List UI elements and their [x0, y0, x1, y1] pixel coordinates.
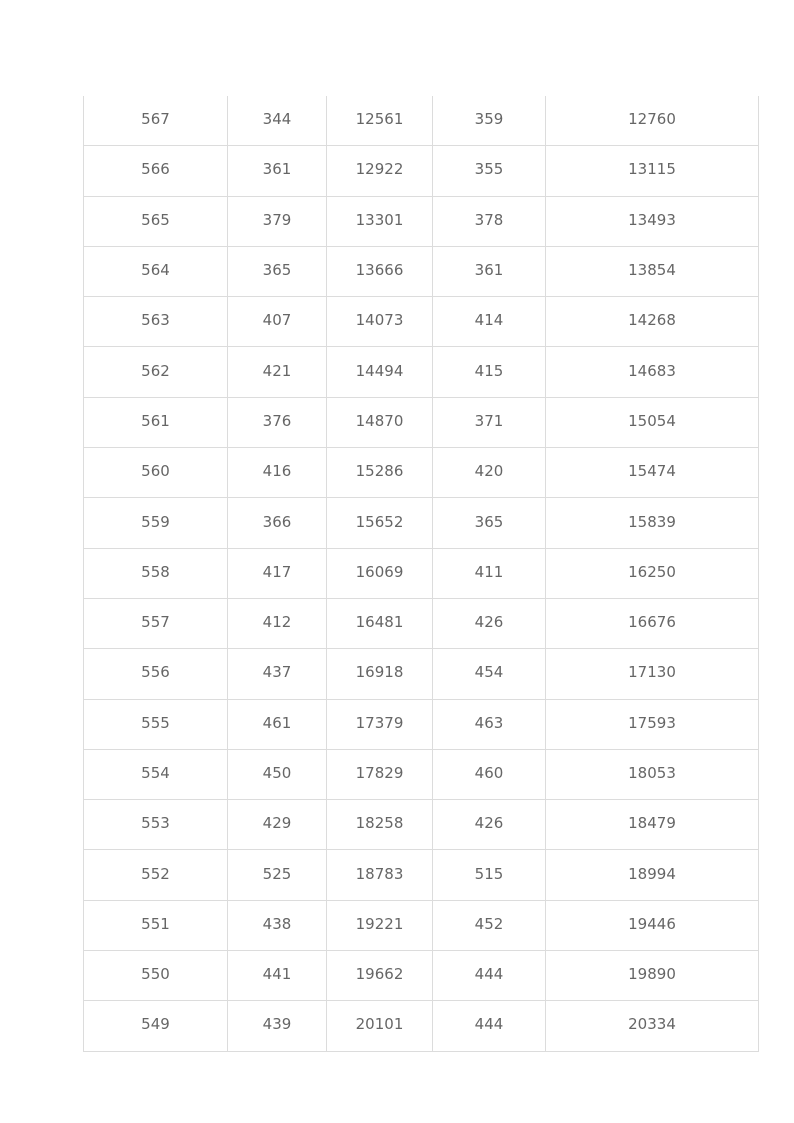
- table-row: [84, 900, 759, 950]
- table-cell: 366: [228, 498, 327, 548]
- table-cell: 14870: [327, 397, 433, 447]
- table-row: [84, 649, 759, 699]
- table-cell: 565: [84, 196, 228, 246]
- table-cell: 14683: [546, 347, 759, 397]
- table-cell: 13115: [546, 146, 759, 196]
- table-cell: 365: [433, 498, 546, 548]
- table-cell: 561: [84, 397, 228, 447]
- table-cell: 557: [84, 598, 228, 648]
- table-cell: 19446: [546, 900, 759, 950]
- table-row: [84, 297, 759, 347]
- table-row: [84, 146, 759, 196]
- table-cell: 452: [433, 900, 546, 950]
- table-cell: 12760: [546, 96, 759, 146]
- table-cell: 461: [228, 699, 327, 749]
- table-cell: 17593: [546, 699, 759, 749]
- table-cell: 14268: [546, 297, 759, 347]
- table-cell: 17829: [327, 749, 433, 799]
- table-cell: 15839: [546, 498, 759, 548]
- table-cell: 19890: [546, 951, 759, 1001]
- table-cell: 17379: [327, 699, 433, 749]
- table-row: [84, 699, 759, 749]
- table-cell: 16676: [546, 598, 759, 648]
- table-cell: 553: [84, 800, 228, 850]
- table-cell: 417: [228, 548, 327, 598]
- table-cell: 441: [228, 951, 327, 1001]
- table-cell: 14073: [327, 297, 433, 347]
- table-cell: 18783: [327, 850, 433, 900]
- table-cell: 567: [84, 96, 228, 146]
- table-cell: 361: [228, 146, 327, 196]
- table-cell: 14494: [327, 347, 433, 397]
- table-cell: 19662: [327, 951, 433, 1001]
- table-row: [84, 347, 759, 397]
- table-cell: 15054: [546, 397, 759, 447]
- table-row: [84, 448, 759, 498]
- table-cell: 556: [84, 649, 228, 699]
- table-cell: 416: [228, 448, 327, 498]
- table-cell: 414: [433, 297, 546, 347]
- table-body: [84, 96, 759, 1051]
- table-cell: 426: [433, 598, 546, 648]
- score-table: [83, 96, 759, 1052]
- table-cell: 562: [84, 347, 228, 397]
- table-cell: 13301: [327, 196, 433, 246]
- table-cell: 560: [84, 448, 228, 498]
- table-cell: 16918: [327, 649, 433, 699]
- table-cell: 437: [228, 649, 327, 699]
- table-cell: 355: [433, 146, 546, 196]
- table-cell: 412: [228, 598, 327, 648]
- table-cell: 17130: [546, 649, 759, 699]
- table-cell: 564: [84, 246, 228, 296]
- table-row: [84, 196, 759, 246]
- table-cell: 18258: [327, 800, 433, 850]
- table-cell: 19221: [327, 900, 433, 950]
- table-cell: 420: [433, 448, 546, 498]
- table-row: [84, 498, 759, 548]
- table-cell: 20101: [327, 1001, 433, 1051]
- table-cell: 438: [228, 900, 327, 950]
- table-cell: 13666: [327, 246, 433, 296]
- table-cell: 421: [228, 347, 327, 397]
- table-cell: 411: [433, 548, 546, 598]
- table-row: [84, 598, 759, 648]
- table-row: [84, 246, 759, 296]
- table-row: [84, 850, 759, 900]
- table-cell: 15652: [327, 498, 433, 548]
- table-cell: 379: [228, 196, 327, 246]
- table-row: [84, 800, 759, 850]
- table-cell: 15474: [546, 448, 759, 498]
- table-cell: 460: [433, 749, 546, 799]
- table-cell: 12922: [327, 146, 433, 196]
- table-cell: 18479: [546, 800, 759, 850]
- table-row: [84, 397, 759, 447]
- table-cell: 13854: [546, 246, 759, 296]
- table-cell: 550: [84, 951, 228, 1001]
- table-cell: 463: [433, 699, 546, 749]
- table-cell: 552: [84, 850, 228, 900]
- table-cell: 566: [84, 146, 228, 196]
- table-cell: 15286: [327, 448, 433, 498]
- table-cell: 439: [228, 1001, 327, 1051]
- table-cell: 525: [228, 850, 327, 900]
- table-cell: 551: [84, 900, 228, 950]
- table-cell: 444: [433, 1001, 546, 1051]
- table-cell: 450: [228, 749, 327, 799]
- table-row: [84, 1001, 759, 1051]
- table-cell: 426: [433, 800, 546, 850]
- table-cell: 515: [433, 850, 546, 900]
- table-cell: 429: [228, 800, 327, 850]
- table-cell: 555: [84, 699, 228, 749]
- table-cell: 554: [84, 749, 228, 799]
- table-cell: 378: [433, 196, 546, 246]
- table-cell: 16481: [327, 598, 433, 648]
- table-cell: 16250: [546, 548, 759, 598]
- table-cell: 365: [228, 246, 327, 296]
- table-cell: 16069: [327, 548, 433, 598]
- table-cell: 376: [228, 397, 327, 447]
- table-cell: 361: [433, 246, 546, 296]
- table-row: [84, 548, 759, 598]
- table-cell: 558: [84, 548, 228, 598]
- table-cell: 20334: [546, 1001, 759, 1051]
- table-cell: 13493: [546, 196, 759, 246]
- table-cell: 415: [433, 347, 546, 397]
- table-cell: 549: [84, 1001, 228, 1051]
- table-cell: 563: [84, 297, 228, 347]
- table-cell: 18053: [546, 749, 759, 799]
- table-cell: 359: [433, 96, 546, 146]
- table-cell: 407: [228, 297, 327, 347]
- table-cell: 12561: [327, 96, 433, 146]
- table-row: [84, 96, 759, 146]
- table-cell: 18994: [546, 850, 759, 900]
- table-row: [84, 951, 759, 1001]
- table-cell: 454: [433, 649, 546, 699]
- table-row: [84, 749, 759, 799]
- table-cell: 344: [228, 96, 327, 146]
- table-cell: 371: [433, 397, 546, 447]
- table-cell: 444: [433, 951, 546, 1001]
- table-cell: 559: [84, 498, 228, 548]
